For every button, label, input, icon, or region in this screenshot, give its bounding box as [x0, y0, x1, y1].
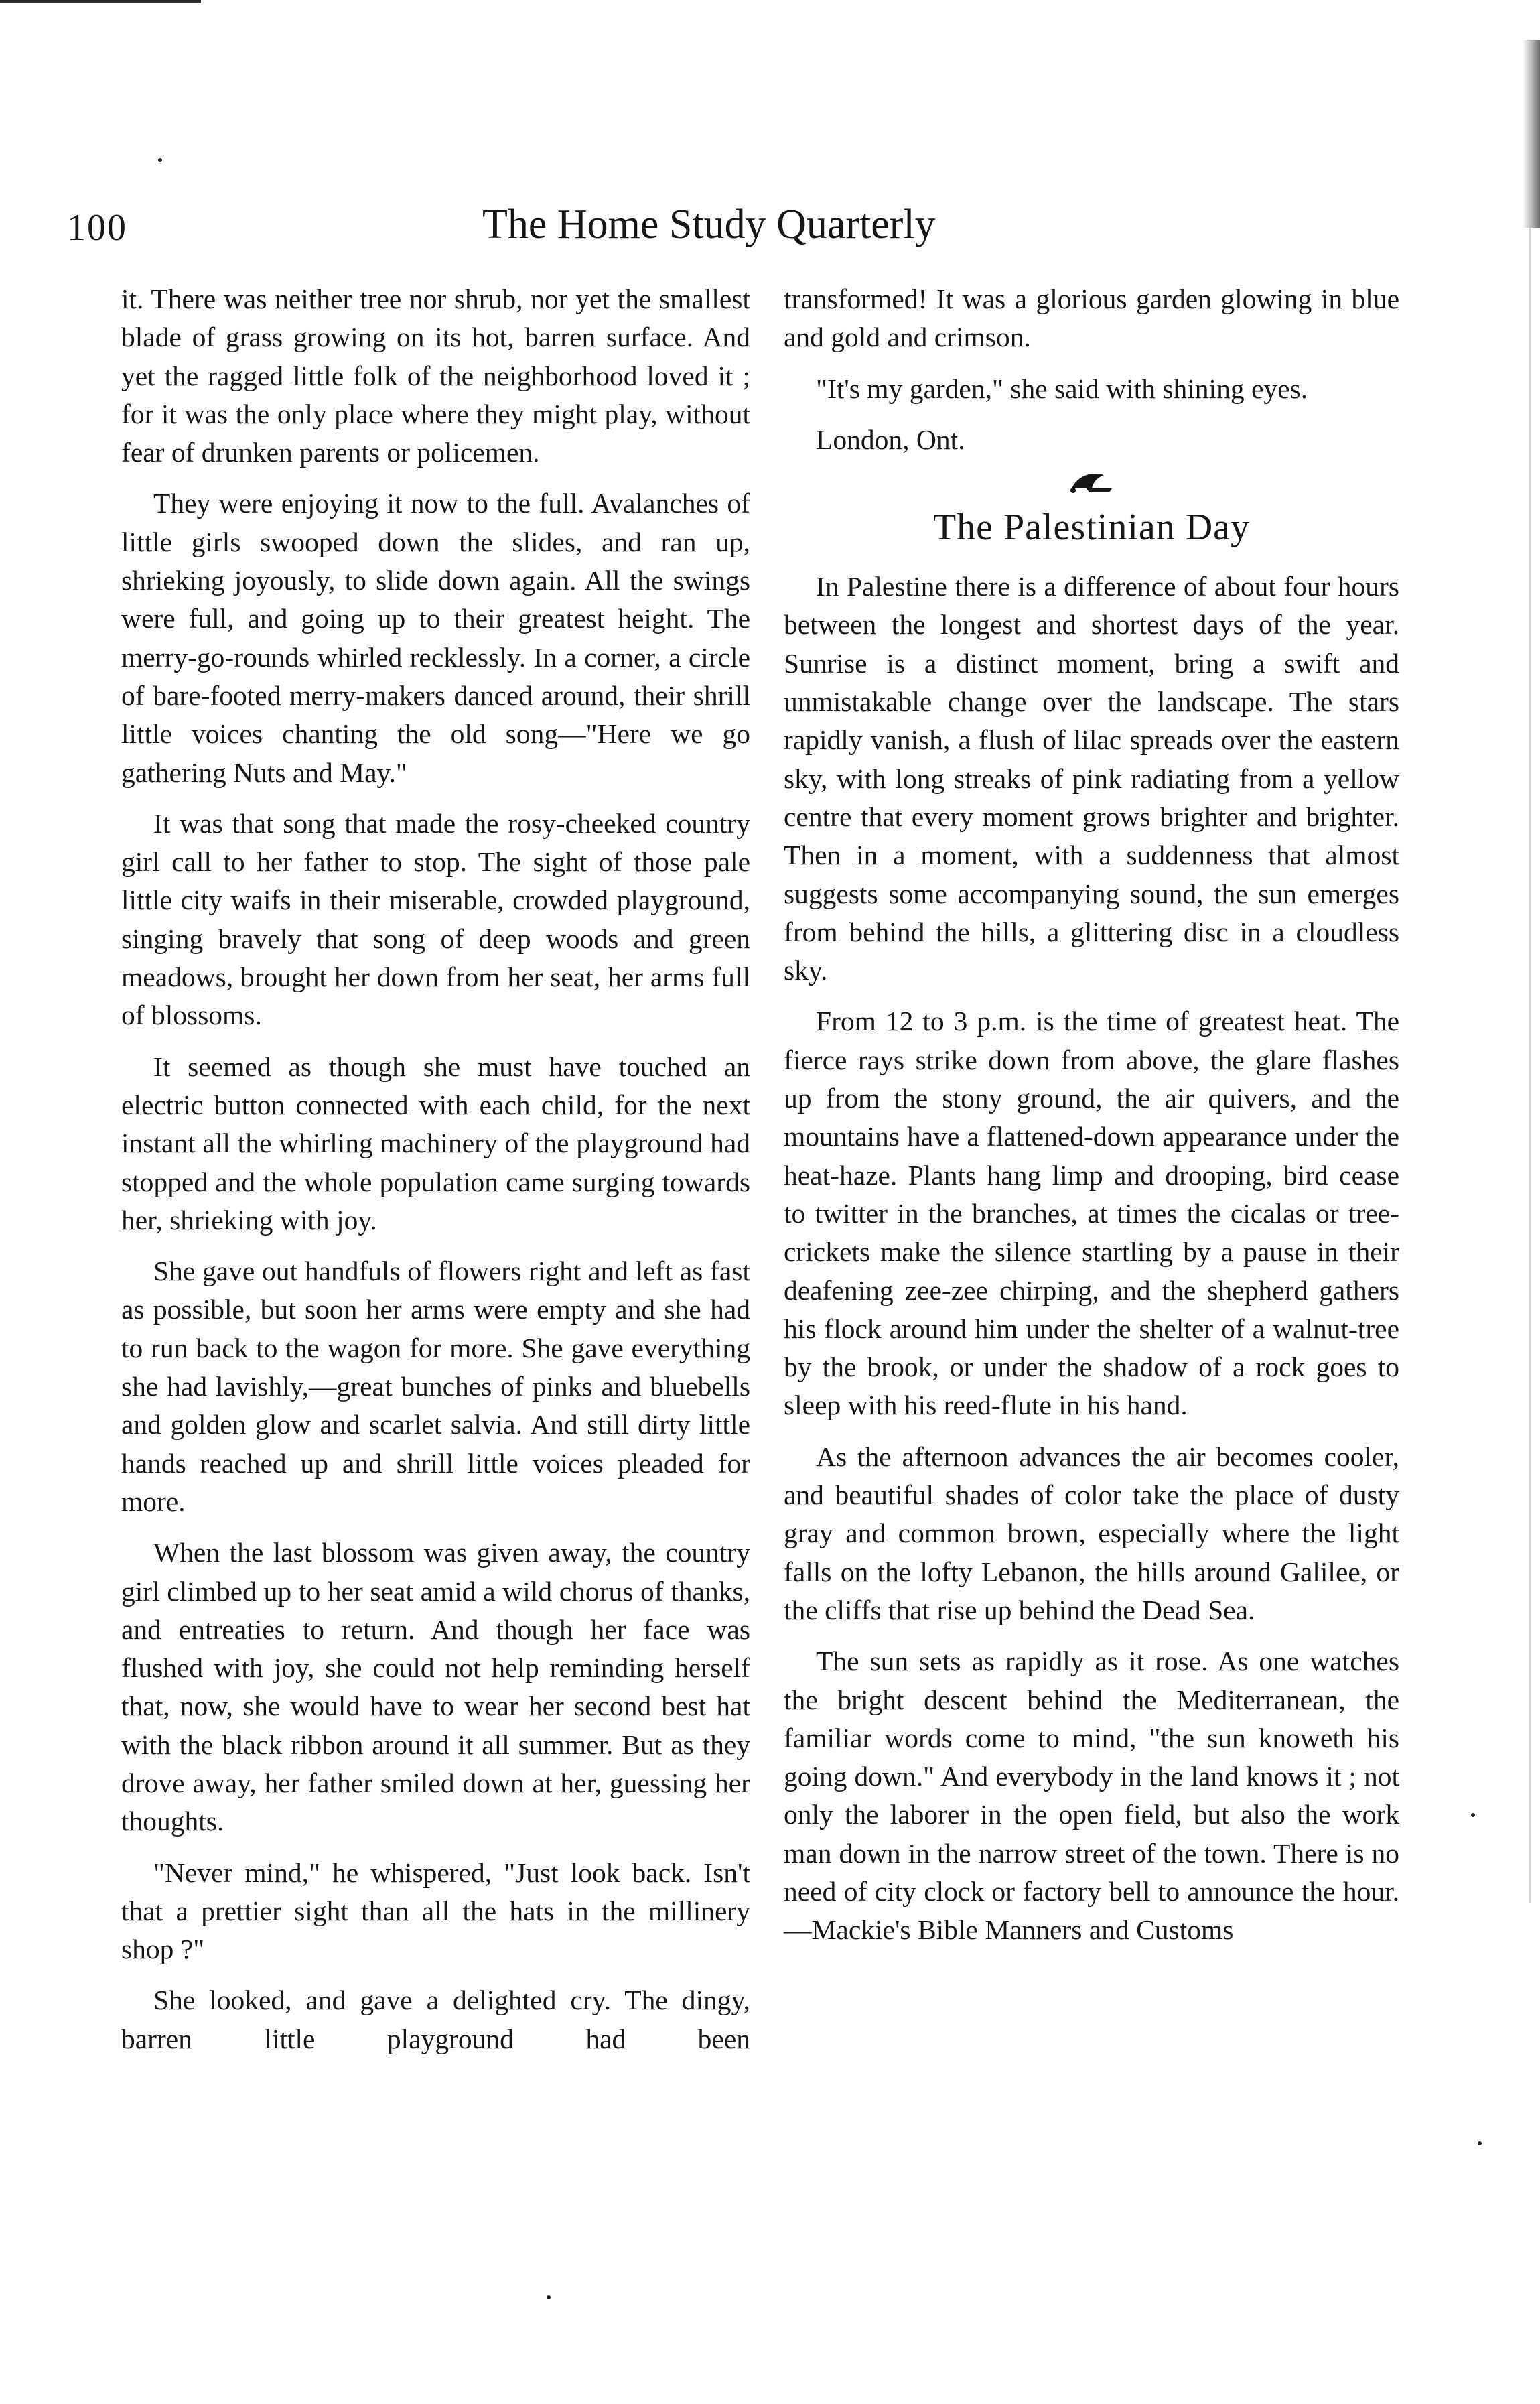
binding-shadow	[1523, 40, 1540, 228]
paragraph: They were enjoying it now to the full. Avalanches of little girls swooped down the slides, and ran up, shrieking joyously, to slide down again. All the swings were full, and going up to their greatest height. The merry-go-rounds whirled recklessly. In a corner, a circle of bare-footed merry-makers danced around, their shrill little voices chanting the old song—"Here we go gathering Nuts and May."	[121, 488, 750, 788]
running-title: The Home Study Quarterly	[482, 202, 936, 247]
paragraph: In Palestine there is a difference of about four hours between the longest and shortest days of the year. Sunrise is a distinct moment, bring a swift and unmistakable change over the landscape. The stars rapidly vanish, a flush of lilac spreads over the eastern sky, with long streaks of pink radiating from a yellow centre that every moment grows brighter and brighter. Then in a moment, with a suddenness that almost suggests some accompanying sound, the sun emerges from behind the hills, a glittering disc in a cloudless sky.	[784, 571, 1399, 986]
paragraph: From 12 to 3 p.m. is the time of greatest heat. The fierce rays strike down from above, the glare flashes up from the stony ground, the air quivers, and the mountains have a flattened-down appearance under the heat-haze. Plants hang limp and drooping, bird cease to twitter in the branches, at times the cicalas or tree-crickets make the silence startling by a pause in their deafening zee-zee chirping, and the shepherd gathers his flock around him under the shelter of a walnut-tree by the brook, or under the shadow of a rock goes to sleep with his reed-flute in his hand.	[784, 1006, 1399, 1421]
scan-speck	[1478, 2141, 1482, 2145]
paragraph: As the afternoon advances the air becomes cooler, and beautiful shades of color take the place of dusty gray and common brown, especially where the light falls on the lofty Lebanon, the hills around Galilee, or the cliffs that rise up behind the Dead Sea.	[784, 1441, 1399, 1625]
fleuron-icon	[784, 468, 1399, 495]
scan-edge-rule	[0, 0, 201, 3]
running-header	[67, 201, 1058, 261]
paragraph: transformed! It was a glorious garden glowing in blue and gold and crimson.	[784, 283, 1399, 353]
section-heading: The Palestinian Day	[932, 507, 1251, 549]
paragraph: it. There was neither tree nor shrub, nor yet the smallest blade of grass growing on its hot, barren surface. And yet the ragged little folk of the neighborhood loved it ; for it was the only place where they might play, without fear of drunken parents or policemen.	[121, 283, 750, 468]
right-column	[784, 280, 1399, 1962]
paragraph: It seemed as though she must have touched an electric button connected with each child, for the next instant all the whirling machinery of the playground had stopped and the whole population came surging towards her, shrieking with joy.	[121, 1051, 750, 1236]
paragraph: The sun sets as rapidly as it rose. As one watches the bright descent behind the Mediterranean, the familiar words come to mind, "the sun knoweth his going down." And everybody in the land knows it ; not only the laborer in the open field, but also the work man down in the narrow street of the town. There is no need of city clock or factory bell to announce the hour.—Mackie's Bible Manners and Customs	[784, 1646, 1399, 1946]
scan-speck	[158, 158, 162, 162]
paragraph: She looked, and gave a delighted cry. The dingy, barren little playground had been	[121, 1985, 750, 2054]
binding-edge-line	[1529, 228, 1531, 1903]
scan-speck	[1471, 1813, 1475, 1817]
paragraph: When the last blossom was given away, the country girl climbed up to her seat amid a wild chorus of thanks, and entreaties to return. And though her face was flushed with joy, she could not help reminding herself that, now, she would have to wear her second best hat with the black ribbon around it all summer. But as they drove away, her father smiled down at her, guessing her thoughts.	[121, 1537, 750, 1837]
paragraph: She gave out handfuls of flowers right and left as fast as possible, but soon her arms were empty and she had to run back to the wagon for more. She gave everything she had lavishly,—great bunches of pinks and bluebells and golden glow and scarlet salvia. And still dirty little hands reached up and shrill little voices pleaded for more.	[121, 1256, 750, 1517]
paragraph: It was that song that made the rosy-cheeked country girl call to her father to stop. The sight of those pale little city waifs in their miserable, crowded playground, singing bravely that song of deep woods and green meadows, brought her down from her seat, her arms full of blossoms.	[121, 807, 750, 1031]
scan-speck	[547, 2295, 551, 2299]
paragraph: "Never mind," he whispered, "Just look back. Isn't that a prettier sight than all the hats in the millinery shop ?"	[121, 1857, 750, 1965]
dateline: London, Ont.	[816, 423, 965, 455]
left-column	[121, 280, 750, 2071]
paragraph: "It's my garden," she said with shining eyes.	[816, 373, 1308, 404]
page-number: 100	[67, 207, 127, 249]
